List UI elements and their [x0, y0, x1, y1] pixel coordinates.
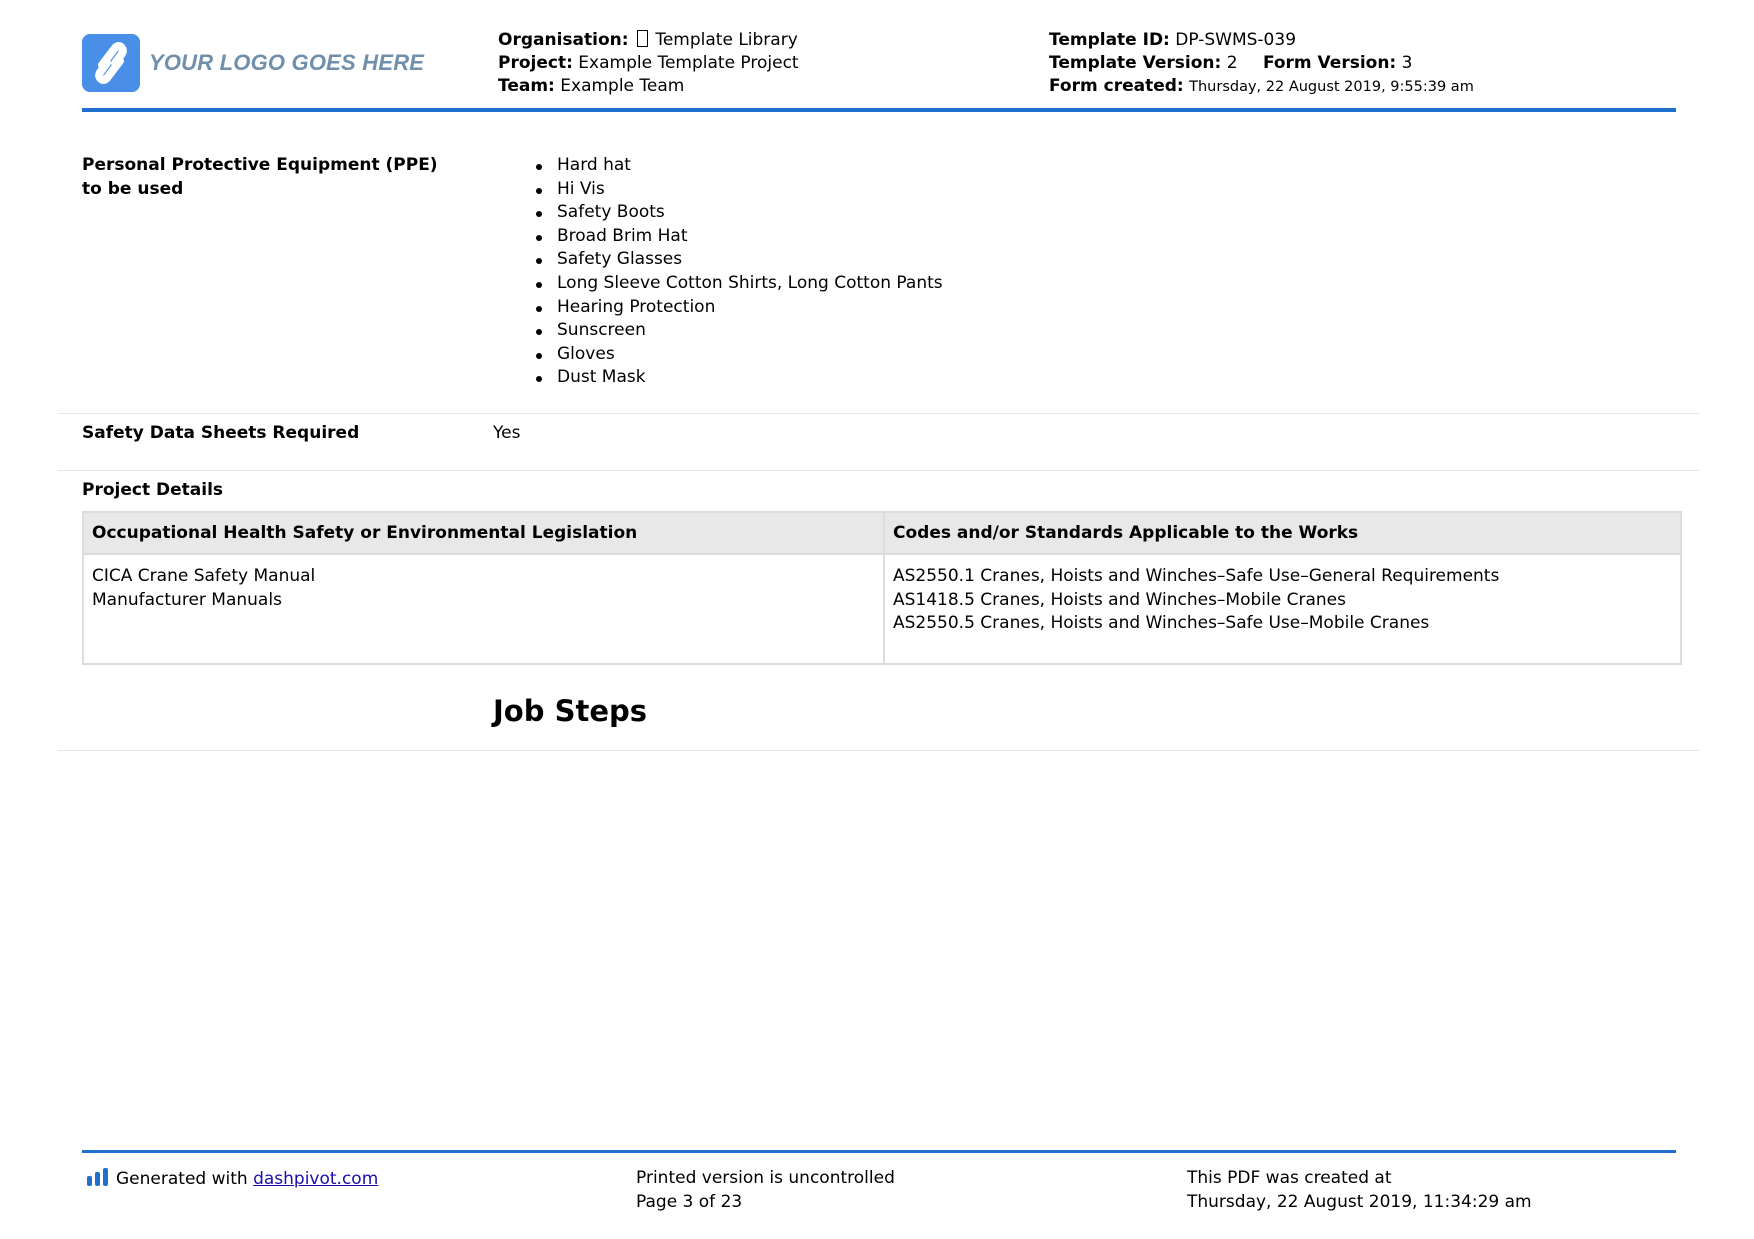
footer-generated: Generated with dashpivot.com	[86, 1167, 378, 1192]
ppe-item: Hearing Protection	[536, 296, 943, 320]
legislation-cell: CICA Crane Safety Manual Manufacturer Manuals	[83, 554, 884, 664]
form-version-value: 3	[1401, 53, 1413, 73]
header-rule	[82, 108, 1676, 112]
section-divider	[58, 470, 1700, 471]
team-value: Example Team	[560, 76, 685, 96]
page-number: Page 3 of 23	[636, 1191, 743, 1212]
ppe-item: Gloves	[536, 343, 943, 367]
team-line: Team: Example Team	[498, 76, 685, 96]
ppe-item: Hi Vis	[536, 178, 943, 202]
dashpivot-bars-icon	[86, 1167, 110, 1187]
company-logo-mark	[82, 34, 140, 92]
project-details-title: Project Details	[82, 480, 224, 500]
footer-print-info	[636, 1167, 895, 1214]
column-header-legislation: Occupational Health Safety or Environmental Legislation	[83, 512, 884, 554]
uncontrolled-note: Printed version is uncontrolled	[636, 1168, 895, 1188]
organisation-line: Organisation: Template Library	[498, 30, 798, 50]
table-header-row	[83, 512, 1681, 554]
logo-s-icon	[82, 34, 140, 92]
template-id-value: DP-SWMS-039	[1175, 30, 1297, 50]
sds-label: Safety Data Sheets Required	[82, 423, 360, 443]
standards-cell: AS2550.1 Cranes, Hoists and Winches–Safe Use–General Requirements AS1418.5 Cranes, Hoists and Winches–Mobile Cranes AS2550.5 Cranes, Hoists and Winches–Safe Use–Mobile Cranes	[884, 554, 1681, 664]
version-line: Template Version: 2 Form Version: 3	[1049, 53, 1413, 73]
pdf-created-value: Thursday, 22 August 2019, 11:34:29 am	[1187, 1191, 1532, 1212]
ppe-item: Hard hat	[536, 154, 943, 178]
org-icon	[637, 30, 648, 47]
logo-placeholder-text: YOUR LOGO GOES HERE	[149, 50, 425, 75]
section-divider	[58, 750, 1700, 751]
table-row	[83, 554, 1681, 664]
ppe-item: Safety Glasses	[536, 248, 943, 272]
form-created-line: Form created: Thursday, 22 August 2019, 9:55:39 am	[1049, 76, 1474, 96]
template-version-value: 2	[1226, 53, 1238, 73]
project-line: Project: Example Template Project	[498, 53, 799, 73]
job-steps-heading: Job Steps	[493, 694, 648, 728]
section-divider	[58, 413, 1700, 414]
ppe-label: Personal Protective Equipment (PPE) to be used	[82, 155, 438, 199]
template-id-line: Template ID: DP-SWMS-039	[1049, 30, 1297, 50]
footer-created-info	[1187, 1167, 1532, 1214]
column-header-standards: Codes and/or Standards Applicable to the Works	[884, 512, 1681, 554]
header-org-block	[498, 29, 799, 98]
ppe-item: Long Sleeve Cotton Shirts, Long Cotton Pants	[536, 272, 943, 296]
organisation-value: Template Library	[655, 30, 798, 50]
form-created-value: Thursday, 22 August 2019, 9:55:39 am	[1189, 79, 1474, 95]
project-value: Example Template Project	[578, 53, 799, 73]
pdf-created-label: This PDF was created at	[1187, 1168, 1392, 1188]
sds-value: Yes	[493, 423, 521, 443]
ppe-item: Sunscreen	[536, 319, 943, 343]
ppe-item: Dust Mask	[536, 366, 943, 390]
header-template-block	[1049, 29, 1474, 99]
dashpivot-link[interactable]: dashpivot.com	[253, 1169, 379, 1189]
ppe-list	[536, 154, 943, 390]
footer-rule	[82, 1150, 1676, 1153]
ppe-item: Safety Boots	[536, 201, 943, 225]
ppe-item: Broad Brim Hat	[536, 225, 943, 249]
project-details-table	[82, 511, 1682, 665]
